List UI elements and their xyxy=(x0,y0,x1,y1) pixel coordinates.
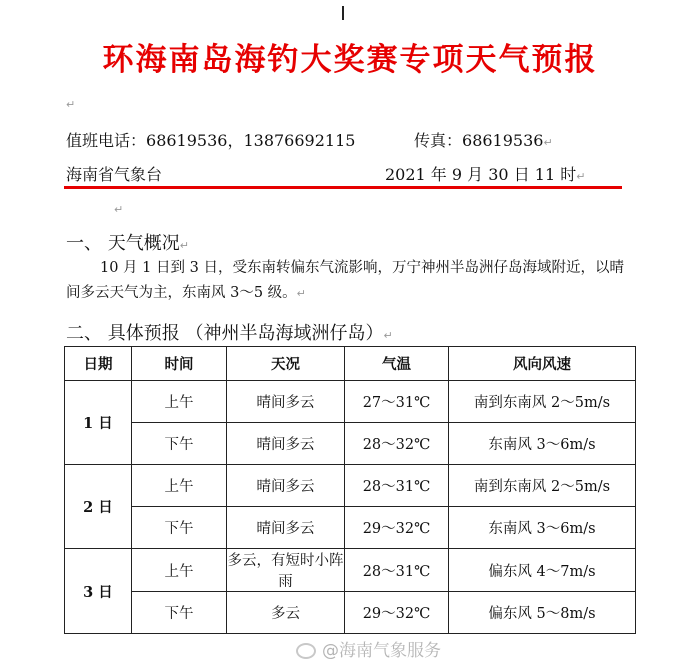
red-divider xyxy=(64,186,622,189)
wind-cell: 偏东风 4～7m/s xyxy=(449,549,636,592)
temp-cell: 28～31℃ xyxy=(345,465,449,507)
sky-cell: 晴间多云 xyxy=(227,381,345,423)
wind-cell: 东南风 3～6m/s xyxy=(449,423,636,465)
table-row xyxy=(65,592,636,634)
temp-cell: 29～32℃ xyxy=(345,592,449,634)
duty-phone-value: 68619536，13876692115 xyxy=(146,131,356,150)
table-row xyxy=(65,507,636,549)
table-header-row xyxy=(65,347,636,381)
temp-cell: 28～32℃ xyxy=(345,423,449,465)
sky-cell: 晴间多云 xyxy=(227,465,345,507)
time-cell: 上午 xyxy=(132,381,227,423)
fax-value: 68619536 xyxy=(462,131,544,150)
paragraph-mark-icon: ↵ xyxy=(114,203,124,216)
section-heading-overview: 一、 天气概况↵ xyxy=(66,233,189,254)
paragraph-mark-icon: ↵ xyxy=(66,98,76,111)
time-cell: 下午 xyxy=(132,507,227,549)
sky-cell: 多云 xyxy=(227,592,345,634)
table-row xyxy=(65,423,636,465)
header-date: 日期 xyxy=(65,347,132,381)
temp-cell: 27～31℃ xyxy=(345,381,449,423)
header-temp: 气温 xyxy=(345,347,449,381)
text-cursor xyxy=(342,6,344,20)
table-row xyxy=(65,549,636,592)
fax-label: 传真： xyxy=(414,131,463,150)
header-time: 时间 xyxy=(132,347,227,381)
time-cell: 下午 xyxy=(132,592,227,634)
issue-time: 2021 年 9 月 30 日 11 时↵ xyxy=(385,165,586,184)
temp-cell: 29～32℃ xyxy=(345,507,449,549)
page-title: 环海南岛海钓大奖赛专项天气预报 xyxy=(102,42,598,78)
date-cell: 1 日 xyxy=(65,381,132,465)
fax-line: 传真：68619536↵ xyxy=(414,131,553,150)
overview-paragraph: 10 月 1 日到 3 日，受东南转偏东气流影响，万宁神州半岛洲仔岛海域附近，以晴间多云天气为主，东南风 3～5 级。↵ xyxy=(66,260,624,301)
table-row xyxy=(65,381,636,423)
sky-cell: 晴间多云 xyxy=(227,423,345,465)
sky-cell: 多云，有短时小阵雨 xyxy=(227,549,345,592)
section-heading-forecast: 二、 具体预报 （神州半岛海域洲仔岛）↵ xyxy=(66,323,393,344)
date-cell: 2 日 xyxy=(65,465,132,549)
table-row xyxy=(65,465,636,507)
header-wind: 风向风速 xyxy=(449,347,636,381)
wind-cell: 南到东南风 2～5m/s xyxy=(449,381,636,423)
watermark: @海南气象服务 xyxy=(296,636,441,661)
wind-cell: 东南风 3～6m/s xyxy=(449,507,636,549)
header-sky: 天况 xyxy=(227,347,345,381)
date-cell: 3 日 xyxy=(65,549,132,634)
weibo-logo-icon xyxy=(296,643,316,659)
time-cell: 下午 xyxy=(132,423,227,465)
sky-cell: 晴间多云 xyxy=(227,507,345,549)
issuer: 海南省气象台 xyxy=(66,165,163,184)
time-cell: 上午 xyxy=(132,549,227,592)
wind-cell: 偏东风 5～8m/s xyxy=(449,592,636,634)
contact-line xyxy=(66,128,355,151)
temp-cell: 28～31℃ xyxy=(345,549,449,592)
duty-phone-label: 值班电话： xyxy=(66,131,147,150)
time-cell: 上午 xyxy=(132,465,227,507)
forecast-table xyxy=(64,346,636,634)
wind-cell: 南到东南风 2～5m/s xyxy=(449,465,636,507)
